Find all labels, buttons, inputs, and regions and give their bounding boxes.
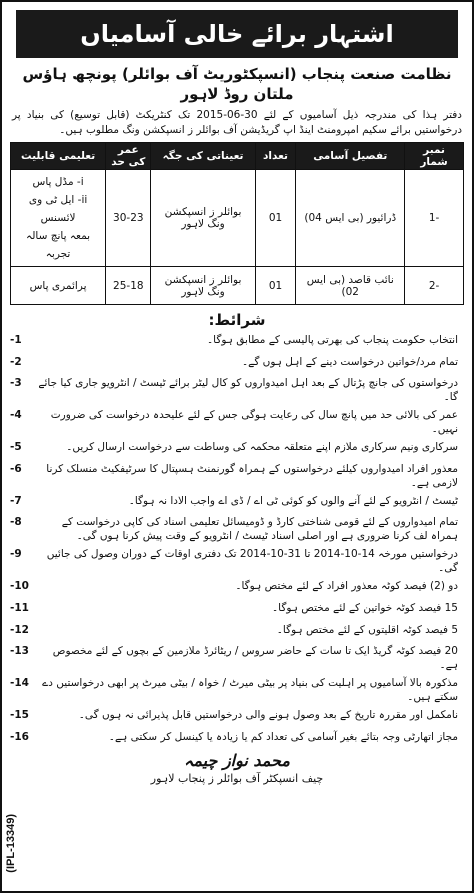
conditions-list: [10, 331, 464, 749]
qualification-line: i- مڈل پاس: [32, 176, 84, 188]
condition-number: -14: [10, 677, 29, 690]
condition-text: تمام مرد/خواتین درخواست دینے کے اہل ہوں گے۔: [242, 355, 458, 368]
department-subtitle: نظامت صنعت پنجاب (انسپکٹوریٹ آف بوائلر) پونچھ ہاؤس ملتان روڈ لاہور: [22, 65, 452, 103]
cell-age: 25-18: [106, 267, 151, 305]
col-qualification: تعلیمی قابلیت: [11, 143, 106, 170]
signature-block: [10, 751, 464, 785]
condition-number: -11: [10, 601, 29, 614]
condition-text: ٹیسٹ / انٹرویو کے لئے آنے والوں کو کوئی ٹی اے / ڈی اے واجب الادا نہ ہوگا۔: [128, 494, 458, 507]
cell-place: بوائلر ز انسپکشن ونگ لاہور: [151, 170, 255, 267]
table-header-row: [11, 143, 464, 170]
cell-qualification: [11, 170, 106, 267]
condition-number: -3: [10, 377, 22, 390]
condition-number: -13: [10, 645, 29, 658]
condition-item: [10, 460, 464, 492]
condition-number: -16: [10, 730, 29, 743]
condition-number: -4: [10, 409, 22, 422]
condition-text: نامکمل اور مقررہ تاریخ کے بعد وصول ہونے والی درخواستیں قابل پذیرائی نہ ہوں گی۔: [78, 709, 458, 722]
condition-item: [10, 621, 464, 643]
condition-text: مجاز اتھارٹی وجہ بتائے بغیر آسامی کی تعداد کم یا زیادہ یا کینسل کر سکتی ہے۔: [108, 730, 458, 743]
condition-text: درخواستیں مورخہ 14-10-2014 تا 31-10-2014 تک دفتری اوقات کے دوران وصول کی جائیں گی۔: [46, 548, 458, 575]
qualification-line: بمعہ پانچ سالہ تجربہ: [26, 230, 91, 260]
condition-item: [10, 599, 464, 621]
cell-count: 01: [255, 267, 296, 305]
col-post: تفصیل آسامی: [296, 143, 405, 170]
table-row: [11, 170, 464, 267]
condition-number: -9: [10, 548, 22, 561]
condition-text: انتخاب حکومت پنجاب کی بھرتی پالیسی کے مطابق ہوگا۔: [207, 334, 458, 346]
cell-age: 30-23: [106, 170, 151, 267]
condition-item: [10, 577, 464, 599]
vacancies-table: [10, 142, 464, 305]
condition-item: [10, 331, 464, 353]
condition-item: [10, 674, 464, 706]
condition-item: [10, 406, 464, 438]
qualification-line: پرائمری پاس: [29, 279, 87, 292]
cell-place: بوائلر ز انسپکشن ونگ لاہور: [151, 267, 255, 305]
condition-text: تمام امیدواروں کے لئے قومی شناختی کارڈ و ڈومیسائل تعلیمی اسناد کی کاپی درخواست کے ہمراہ لف کرنا ضروری ہے اور اصلی اسناد ٹیسٹ / انٹرویو کے وقت پیش کرنا ہوں گی۔: [61, 516, 458, 543]
col-serial: نمبر شمار: [405, 143, 464, 170]
condition-number: -10: [10, 580, 29, 593]
condition-item: [10, 545, 464, 577]
col-count: تعداد: [255, 143, 296, 170]
condition-number: -6: [10, 462, 22, 475]
cell-count: 01: [255, 170, 296, 267]
condition-text: سرکاری ونیم سرکاری ملازم اپنے متعلقہ محکمہ کی وساطت سے درخواست ارسال کریں۔: [66, 441, 458, 454]
condition-text: درخواستوں کی جانچ پڑتال کے بعد اہل امیدواروں کو کال لیٹر برائے ٹیسٹ / انٹرویو جاری کیا جائے گا۔: [38, 377, 458, 404]
condition-item: [10, 642, 464, 674]
col-place: تعیناتی کی جگہ: [151, 143, 255, 170]
ipl-code: (IPL-13349): [5, 814, 17, 873]
condition-number: -2: [10, 355, 22, 368]
ad-title: اشتہار برائے خالی آسامیاں: [16, 10, 458, 58]
condition-item: [10, 353, 464, 375]
qualification-line: ii- ایل ٹی وی لائسنس: [28, 194, 88, 224]
signatory-name: محمد نواز چیمہ: [184, 751, 290, 771]
cell-serial: -2: [405, 267, 464, 305]
condition-text: عمر کی بالائی حد میں پانچ سال کی رعایت ہوگی جس کے لئے علیحدہ درخواست کی ضرورت نہیں۔: [50, 409, 458, 436]
cell-post: ڈرائیور (بی ایس 04): [296, 170, 405, 267]
condition-text: 5 فیصد کوٹہ اقلیتوں کے لئے مختص ہوگا۔: [276, 623, 458, 636]
condition-item: [10, 513, 464, 545]
col-age: عمر کی حد: [106, 143, 151, 170]
conditions-heading: شرائط:: [208, 311, 266, 329]
condition-item: [10, 492, 464, 514]
cell-post: نائب قاصد (بی ایس 02): [296, 267, 405, 305]
condition-number: -7: [10, 494, 22, 507]
signatory-designation: چیف انسپکٹر آف بوائلر ز پنجاب لاہور: [150, 772, 324, 786]
condition-item: [10, 438, 464, 460]
condition-text: 20 فیصد کوٹہ گریڈ ایک تا سات کے حاضر سروس / ریٹائرڈ ملازمین کے بچوں کے لئے مخصوص ہے۔: [52, 645, 458, 672]
condition-text: معذور افراد امیدواروں کیلئے درخواستوں کے ہمراہ گورنمنٹ ہسپتال کا سرٹیفکیٹ منسلک کرنا لازمی ہے۔: [46, 462, 458, 489]
cell-serial: -1: [405, 170, 464, 267]
condition-text: دو (2) فیصد کوٹہ معذور افراد کے لئے مختص ہوگا۔: [235, 580, 458, 593]
condition-text: مذکورہ بالا آسامیوں پر اہلیت کی بنیاد پر بیٹی میرٹ / خواہ / بیٹی میرٹ پر ابھی درخواستیں دے سکتے ہیں۔: [42, 677, 458, 704]
condition-number: -15: [10, 709, 29, 722]
condition-item: [10, 728, 464, 750]
intro-paragraph: دفتر ہذا کی مندرجہ ذیل آسامیوں کے لئے 30-06-2015 تک کنٹریکٹ (قابل توسیع) کی بنیاد پر درخواستیں برائے سکیم امپرومنٹ اینڈ اپ گریڈیشن آف بوائلر ز انسپکشن ونگ مطلوب ہیں۔: [12, 109, 462, 136]
condition-number: -1: [10, 334, 22, 346]
condition-number: -12: [10, 623, 29, 636]
table-row: [11, 267, 464, 305]
condition-item: [10, 374, 464, 406]
cell-qualification: [11, 267, 106, 305]
condition-item: [10, 706, 464, 728]
condition-number: -8: [10, 516, 22, 529]
condition-number: -5: [10, 441, 22, 454]
condition-text: 15 فیصد کوٹہ خواتین کے لئے مختص ہوگا۔: [272, 601, 458, 614]
